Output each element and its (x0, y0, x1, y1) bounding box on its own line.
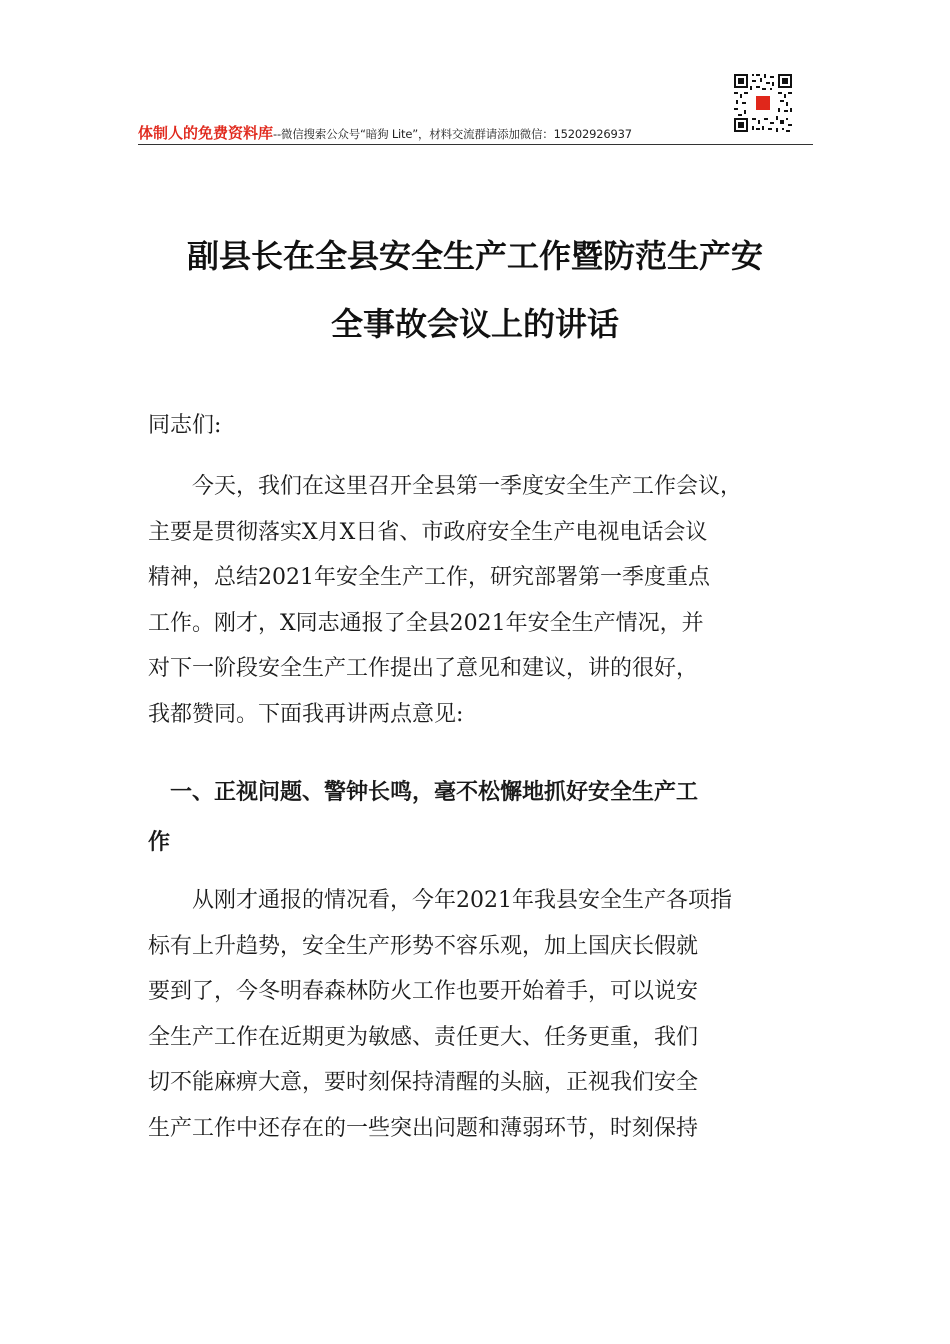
title-line-1: 副县长在全县安全生产工作暨防范生产安 (186, 237, 763, 275)
text-line: 我都赞同。下面我再讲两点意见: (148, 701, 464, 727)
heading-line: 作 (148, 830, 171, 855)
qr-code-icon (732, 72, 794, 134)
salutation: 同志们: (148, 413, 222, 438)
text-line: 今天，我们在这里召开全县第一季度安全生产工作会议， (148, 474, 743, 499)
text-line: 工作。刚才，X同志通报了全县2021年安全生产情况，并 (148, 610, 704, 636)
header-brand: 体制人的免费资料库 (138, 124, 274, 142)
section-heading-1 (148, 768, 813, 868)
title-line-2: 全事故会议上的讲话 (330, 305, 619, 343)
document-title (140, 222, 810, 358)
paragraph-body (148, 878, 813, 1151)
text-line: 切不能麻痹大意，要时刻保持清醒的头脑，正视我们安全 (148, 1070, 699, 1095)
heading-line: 一、正视问题、警钟长鸣，毫不松懈地抓好安全生产工 (148, 780, 699, 805)
text-line: 标有上升趋势，安全生产形势不容乐观，加上国庆长假就 (148, 933, 699, 959)
text-line: 生产工作中还存在的一些突出问题和薄弱环节，时刻保持 (148, 1115, 699, 1141)
paragraph-intro (148, 464, 813, 737)
text-line: 要到了，今冬明春森林防火工作也要开始着手，可以说安 (148, 979, 699, 1004)
text-line: 精神，总结2021年安全生产工作，研究部署第一季度重点 (148, 565, 710, 590)
header-note: --微信搜索公众号“暗狗 Lite”，材料交流群请添加微信：15202926937 (273, 127, 632, 141)
text-line: 对下一阶段安全生产工作提出了意见和建议，讲的很好， (148, 656, 699, 681)
text-line: 从刚才通报的情况看，今年2021年我县安全生产各项指 (148, 888, 732, 913)
page-header (138, 122, 810, 144)
text-line: 全生产工作在近期更为敏感、责任更大、任务更重，我们 (148, 1024, 699, 1050)
text-line: 主要是贯彻落实X月X日省、市政府安全生产电视电话会议 (148, 519, 708, 545)
header-divider (138, 144, 813, 145)
